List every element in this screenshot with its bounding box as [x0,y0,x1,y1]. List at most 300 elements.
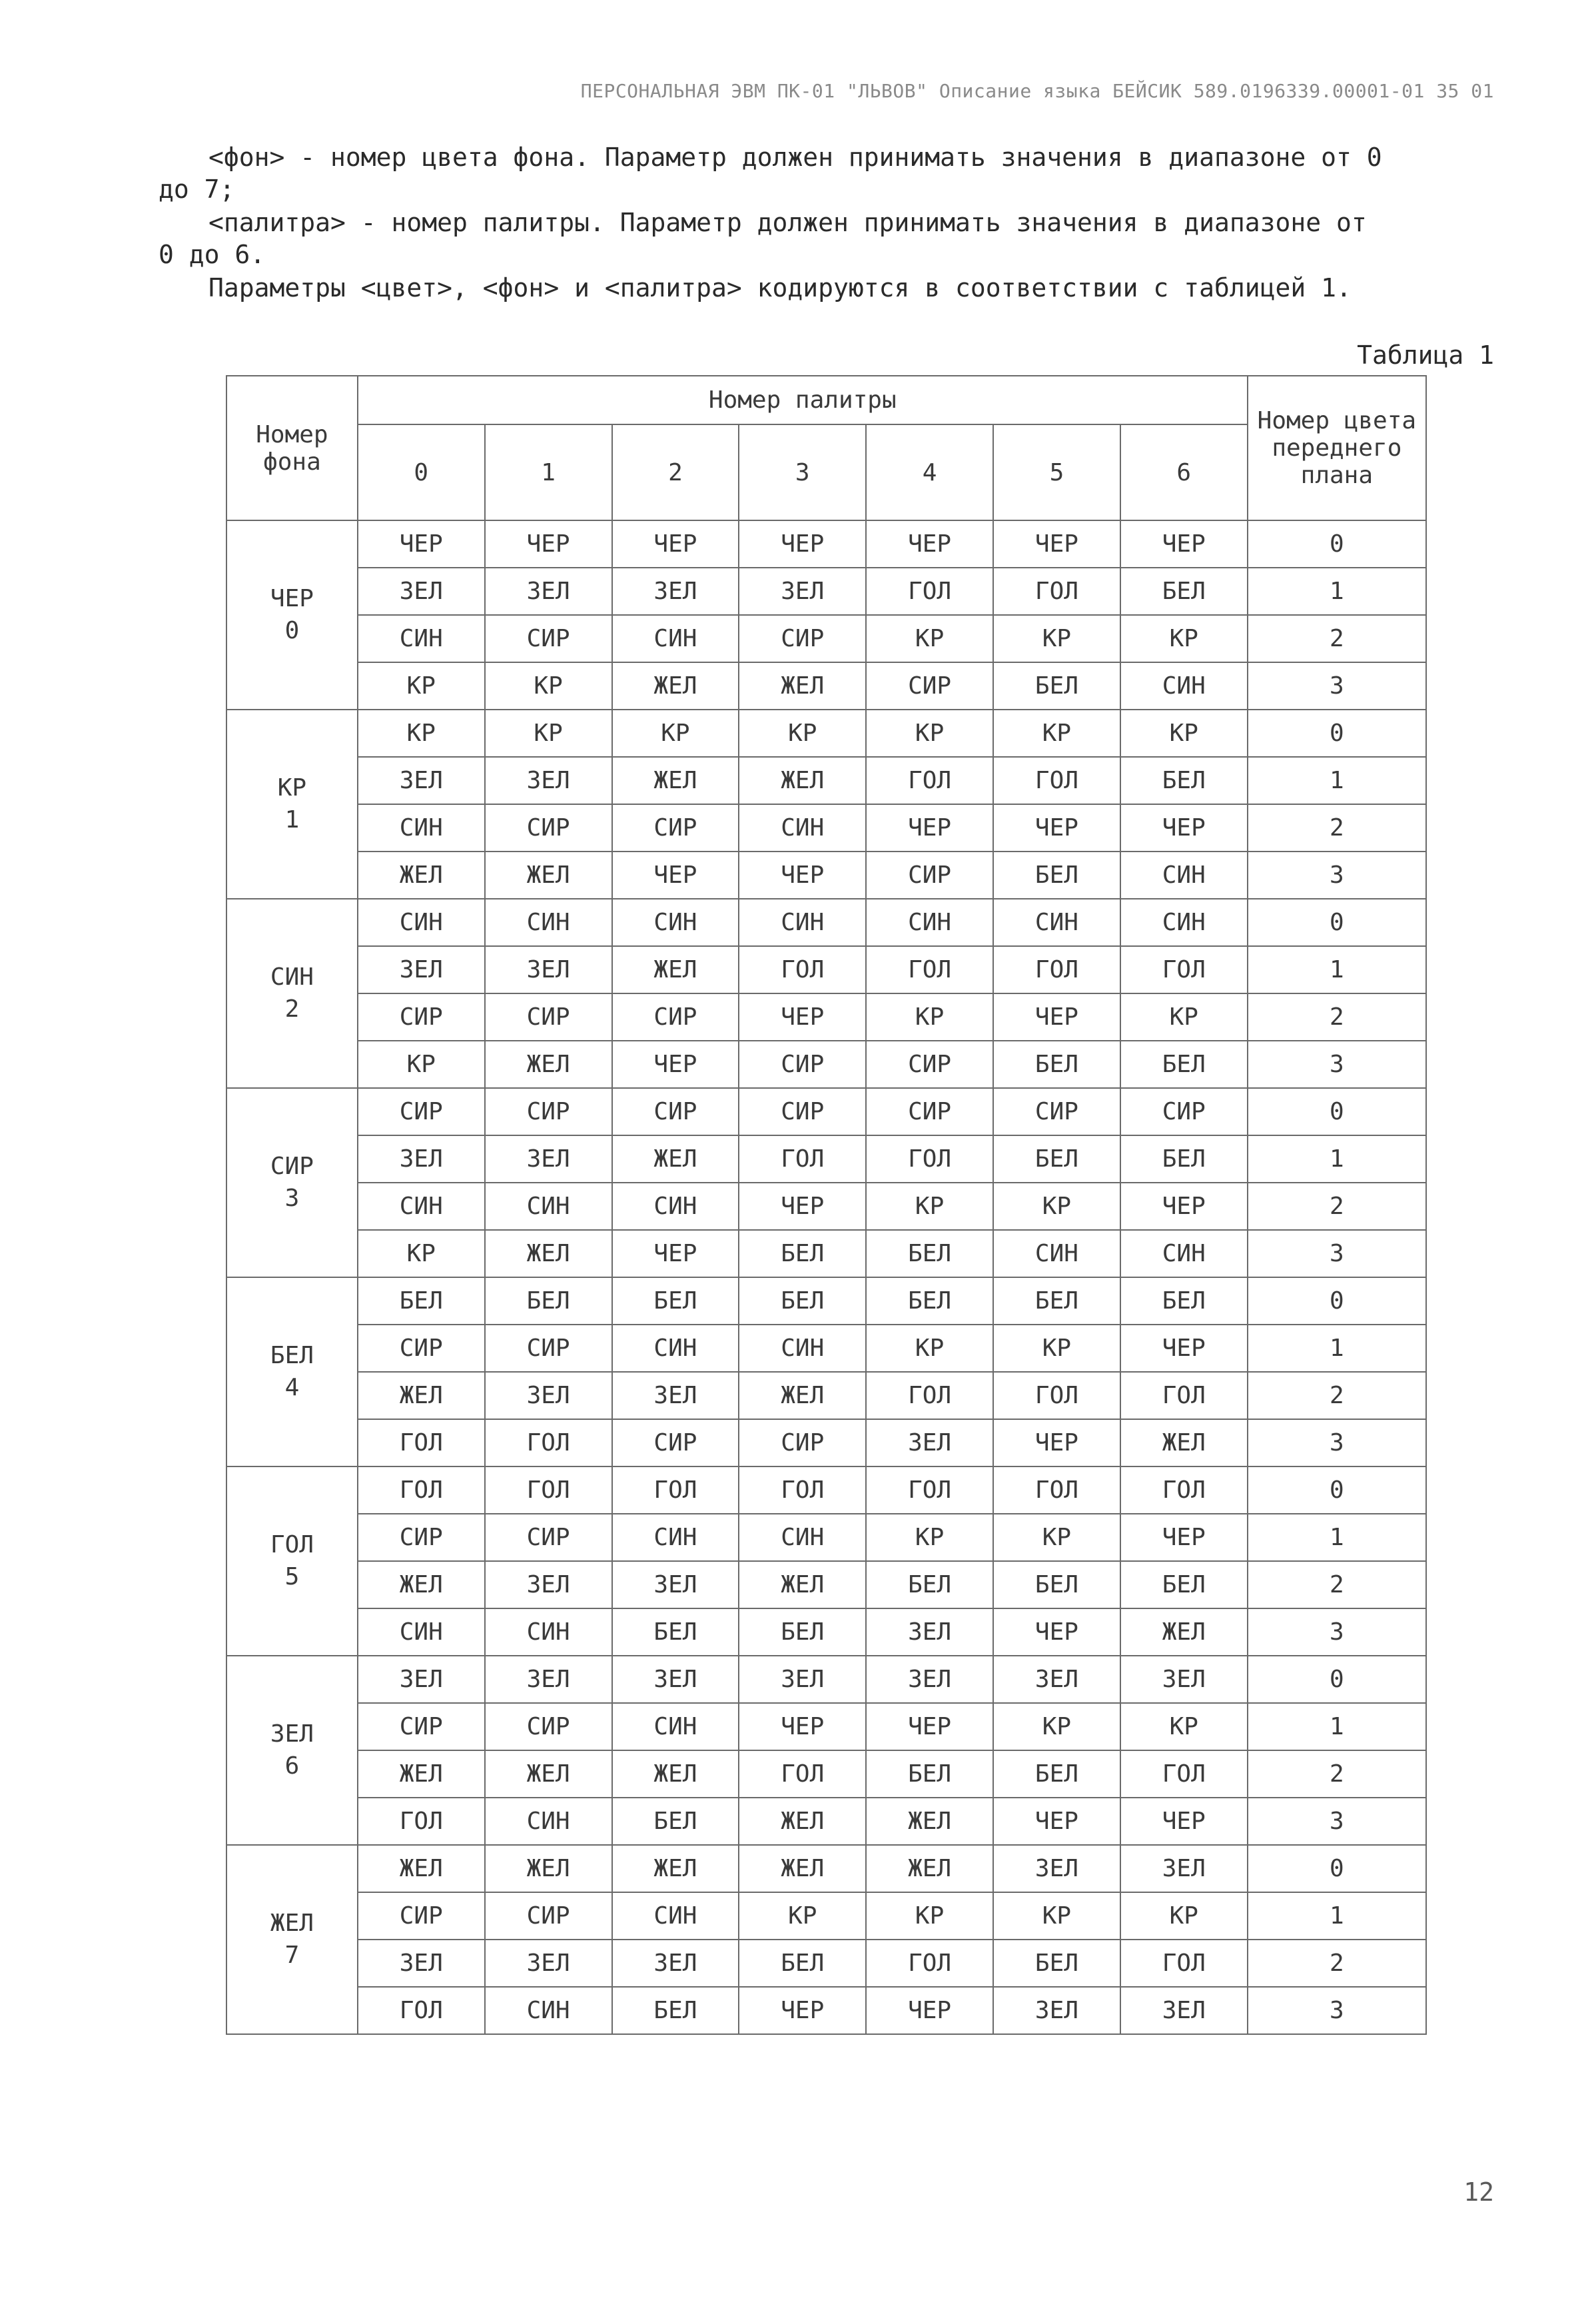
foreground-number-cell: 3 [1248,852,1426,899]
color-cell: СИН [612,615,739,662]
color-cell: ЧЕР [739,1987,866,2034]
header-foreground-number: Номер цвета переднего плана [1248,376,1426,520]
color-cell: ЗЕЛ [1120,1845,1248,1892]
color-cell: СИР [739,1419,866,1466]
color-cell: ГОЛ [866,1135,993,1183]
palette-header-6: 6 [1120,424,1248,520]
color-cell: ГОЛ [866,1466,993,1514]
color-cell: СИН [1120,662,1248,710]
color-cell: СИН [358,1183,485,1230]
color-cell: ЖЕЛ [485,1750,612,1798]
palette-header-2: 2 [612,424,739,520]
color-cell: ЧЕР [739,852,866,899]
foreground-number-cell: 3 [1248,1798,1426,1845]
color-cell: КР [866,1892,993,1940]
foreground-number-cell: 1 [1248,946,1426,993]
foreground-number-cell: 3 [1248,1419,1426,1466]
color-cell: ЗЕЛ [358,757,485,804]
color-cell: ЧЕР [993,1419,1120,1466]
foreground-number-cell: 0 [1248,1656,1426,1703]
color-cell: ГОЛ [866,1372,993,1419]
color-cell: БЕЛ [739,1277,866,1325]
color-cell: ЧЕР [739,520,866,568]
color-cell: БЕЛ [866,1230,993,1277]
color-cell: СИР [612,804,739,852]
color-cell: БЕЛ [993,852,1120,899]
color-cell: ГОЛ [1120,946,1248,993]
foreground-number-cell: 0 [1248,1088,1426,1135]
color-cell: ЧЕР [358,520,485,568]
table-caption: Таблица 1 [1357,340,1494,370]
table-row [226,946,1426,993]
color-cell: ЗЕЛ [612,1940,739,1987]
color-cell: ГОЛ [1120,1750,1248,1798]
color-cell: КР [993,1892,1120,1940]
color-cell: ЗЕЛ [993,1845,1120,1892]
background-name: КР [277,774,307,802]
foreground-number-cell: 3 [1248,1987,1426,2034]
color-cell: СИН [993,899,1120,946]
color-cell: СИН [485,1608,612,1656]
color-cell: КР [739,710,866,757]
color-cell: ЗЕЛ [866,1419,993,1466]
color-cell: ЗЕЛ [866,1608,993,1656]
background-cell [226,1656,358,1845]
color-cell: БЕЛ [993,1041,1120,1088]
color-cell: ГОЛ [358,1987,485,2034]
color-cell: СИН [358,899,485,946]
table-row [226,804,1426,852]
color-cell: ЧЕР [1120,1183,1248,1230]
color-cell: СИР [866,1088,993,1135]
color-cell: ЖЕЛ [739,1561,866,1608]
color-cell: СИН [739,804,866,852]
color-cell: СИР [358,993,485,1041]
color-cell: ЖЕЛ [485,1041,612,1088]
color-cell: ЗЕЛ [485,568,612,615]
color-cell: СИР [612,1419,739,1466]
color-cell: ЗЕЛ [358,1135,485,1183]
color-cell: СИН [739,1325,866,1372]
color-cell: КР [1120,993,1248,1041]
color-cell: СИН [1120,899,1248,946]
color-cell: ГОЛ [739,1135,866,1183]
color-cell: ЖЕЛ [739,757,866,804]
color-cell: ЧЕР [866,1987,993,2034]
color-cell: ЗЕЛ [739,1656,866,1703]
color-cell: СИН [358,615,485,662]
color-cell: КР [358,1230,485,1277]
foreground-number-cell: 1 [1248,1892,1426,1940]
color-cell: ГОЛ [485,1466,612,1514]
color-cell: КР [993,710,1120,757]
table-row [226,1466,1426,1514]
color-cell: СИН [612,1892,739,1940]
color-cell: БЕЛ [993,1750,1120,1798]
color-cell: КР [866,1183,993,1230]
color-cell: ЖЕЛ [358,1750,485,1798]
color-cell: ЗЕЛ [485,946,612,993]
color-cell: СИН [739,899,866,946]
color-cell: БЕЛ [1120,757,1248,804]
color-cell: КР [1120,710,1248,757]
color-cell: СИН [612,1325,739,1372]
color-cell: СИН [612,899,739,946]
color-cell: СИР [866,1041,993,1088]
color-cell: ЗЕЛ [993,1987,1120,2034]
background-cell [226,1466,358,1656]
color-cell: СИР [485,615,612,662]
table-row [226,1940,1426,1987]
color-cell: СИР [612,993,739,1041]
foreground-number-cell: 0 [1248,1277,1426,1325]
background-cell [226,1277,358,1466]
color-cell: ГОЛ [866,757,993,804]
background-cell [226,1088,358,1277]
header-background-number: Номер фона [226,376,358,520]
foreground-number-cell: 2 [1248,993,1426,1041]
background-name: ЗЕЛ [270,1720,314,1748]
color-cell: БЕЛ [993,1135,1120,1183]
color-cell: СИН [485,899,612,946]
color-cell: СИР [358,1892,485,1940]
color-cell: ЖЕЛ [1120,1419,1248,1466]
background-number: 5 [284,1563,300,1590]
foreground-number-cell: 3 [1248,662,1426,710]
table-row [226,1750,1426,1798]
table-row [226,520,1426,568]
color-cell: ЗЕЛ [358,1940,485,1987]
color-cell: ЖЕЛ [358,1561,485,1608]
table-row [226,1987,1426,2034]
color-cell: ЗЕЛ [485,757,612,804]
color-cell: ГОЛ [1120,1940,1248,1987]
foreground-number-cell: 0 [1248,520,1426,568]
foreground-number-cell: 3 [1248,1230,1426,1277]
color-cell: ЧЕР [993,804,1120,852]
color-cell: БЕЛ [993,1940,1120,1987]
color-cell: ЧЕР [739,993,866,1041]
color-cell: КР [993,1325,1120,1372]
table-row [226,1088,1426,1135]
color-cell: ЖЕЛ [739,662,866,710]
color-cell: СИР [358,1703,485,1750]
table-row [226,1845,1426,1892]
color-cell: БЕЛ [739,1608,866,1656]
background-number: 4 [284,1374,300,1401]
color-cell: СИР [739,1041,866,1088]
color-cell: ГОЛ [866,946,993,993]
color-cell: СИР [485,804,612,852]
color-cell: ЖЕЛ [739,1845,866,1892]
color-cell: КР [358,1041,485,1088]
color-cell: КР [1120,1703,1248,1750]
color-cell: ГОЛ [866,1940,993,1987]
foreground-number-cell: 1 [1248,757,1426,804]
color-cell: ЖЕЛ [612,1135,739,1183]
background-name: СИР [270,1153,314,1180]
color-cell: ЧЕР [1120,1325,1248,1372]
color-cell: ГОЛ [1120,1372,1248,1419]
color-cell: ГОЛ [358,1466,485,1514]
paragraph-palette-line2: 0 до 6. [159,240,266,269]
color-cell: СИР [739,1088,866,1135]
color-cell: ГОЛ [993,946,1120,993]
color-cell: ЧЕР [485,520,612,568]
table-row [226,1514,1426,1561]
color-cell: СИР [358,1514,485,1561]
background-number: 6 [284,1752,300,1780]
color-cell: СИН [358,1608,485,1656]
color-cell: ЖЕЛ [358,852,485,899]
palette-header-4: 4 [866,424,993,520]
background-cell [226,899,358,1088]
color-cell: БЕЛ [993,662,1120,710]
color-cell: БЕЛ [1120,1135,1248,1183]
table-row [226,1419,1426,1466]
color-cell: СИН [612,1514,739,1561]
foreground-number-cell: 2 [1248,1372,1426,1419]
foreground-number-cell: 0 [1248,1466,1426,1514]
page-header: ПЕРСОНАЛЬНАЯ ЭВМ ПК-01 "ЛЬВОВ" Описание языка БЕЙСИК 589.0196339.00001-01 35 01 [580,80,1494,102]
color-cell: БЕЛ [993,1277,1120,1325]
palette-header-5: 5 [993,424,1120,520]
color-cell: ЧЕР [1120,1798,1248,1845]
color-cell: СИР [485,1892,612,1940]
paragraph-palette-line1: <палитра> - номер палитры. Параметр должен принимать значения в диапазоне от [208,208,1367,237]
foreground-number-cell: 1 [1248,1135,1426,1183]
background-cell [226,520,358,710]
palette-header-0: 0 [358,424,485,520]
color-cell: СИН [739,1514,866,1561]
color-cell: КР [739,1892,866,1940]
table-row [226,899,1426,946]
color-cell: КР [866,1325,993,1372]
color-cell: БЕЛ [358,1277,485,1325]
color-cell: ЗЕЛ [612,1372,739,1419]
color-cell: БЕЛ [612,1277,739,1325]
color-cell: СИР [1120,1088,1248,1135]
color-cell: ЖЕЛ [485,852,612,899]
color-cell: СИН [612,1183,739,1230]
color-cell: ГОЛ [739,946,866,993]
color-cell: КР [993,1514,1120,1561]
color-cell: ЗЕЛ [993,1656,1120,1703]
foreground-number-cell: 0 [1248,899,1426,946]
color-cell: ЗЕЛ [1120,1987,1248,2034]
color-cell: ГОЛ [993,568,1120,615]
color-cell: СИН [358,804,485,852]
color-cell: ЧЕР [993,1798,1120,1845]
color-cell: БЕЛ [1120,1041,1248,1088]
table-row [226,1561,1426,1608]
color-cell: ЗЕЛ [866,1656,993,1703]
table-row [226,710,1426,757]
color-cell: ЧЕР [612,1230,739,1277]
color-cell: КР [1120,615,1248,662]
color-cell: ЖЕЛ [1120,1608,1248,1656]
color-cell: ЧЕР [1120,804,1248,852]
color-cell: СИР [485,1703,612,1750]
table-row [226,1798,1426,1845]
table-row [226,1325,1426,1372]
color-cell: ЗЕЛ [358,946,485,993]
color-cell: ЧЕР [1120,1514,1248,1561]
color-cell: ГОЛ [993,1466,1120,1514]
table-row [226,852,1426,899]
table-row [226,1183,1426,1230]
color-cell: ЖЕЛ [612,1845,739,1892]
background-name: БЕЛ [270,1342,314,1369]
color-cell: БЕЛ [612,1987,739,2034]
foreground-number-cell: 2 [1248,1750,1426,1798]
foreground-number-cell: 3 [1248,1041,1426,1088]
color-cell: ЗЕЛ [612,1561,739,1608]
color-cell: ЗЕЛ [485,1561,612,1608]
foreground-number-cell: 1 [1248,1514,1426,1561]
background-number: 7 [284,1942,300,1969]
table-row [226,1656,1426,1703]
color-cell: КР [866,710,993,757]
color-cell: БЕЛ [1120,1277,1248,1325]
color-cell: КР [358,662,485,710]
color-cell: СИР [485,993,612,1041]
color-cell: ЧЕР [612,852,739,899]
paragraph-bg-line1: <фон> - номер цвета фона. Параметр должен принимать значения в диапазоне от 0 [208,143,1382,172]
color-cell: СИР [739,615,866,662]
color-cell: ЧЕР [866,1703,993,1750]
color-cell: ГОЛ [1120,1466,1248,1514]
color-cell: ЗЕЛ [485,1372,612,1419]
color-cell: ЗЕЛ [485,1940,612,1987]
color-cell: КР [485,662,612,710]
color-cell: КР [866,1514,993,1561]
foreground-number-cell: 2 [1248,1940,1426,1987]
foreground-number-cell: 1 [1248,1325,1426,1372]
foreground-number-cell: 0 [1248,1845,1426,1892]
background-number: 3 [284,1185,300,1212]
color-cell: ЗЕЛ [1120,1656,1248,1703]
background-cell [226,710,358,899]
foreground-number-cell: 2 [1248,804,1426,852]
color-cell: КР [993,615,1120,662]
paragraph-params: Параметры <цвет>, <фон> и <палитра> кодируются в соответствии с таблицей 1. [208,273,1352,302]
background-number: 2 [284,995,300,1023]
color-cell: СИН [1120,852,1248,899]
color-cell: СИР [866,852,993,899]
color-cell: ЧЕР [866,804,993,852]
color-cell: ГОЛ [358,1798,485,1845]
background-cell [226,1845,358,2034]
color-cell: СИН [485,1798,612,1845]
color-cell: ЖЕЛ [739,1372,866,1419]
color-cell: БЕЛ [739,1230,866,1277]
color-cell: ЖЕЛ [358,1845,485,1892]
color-cell: СИР [993,1088,1120,1135]
color-cell: БЕЛ [866,1277,993,1325]
foreground-number-cell: 0 [1248,710,1426,757]
table-row [226,1041,1426,1088]
foreground-number-cell: 2 [1248,1183,1426,1230]
table-row [226,1608,1426,1656]
color-cell: БЕЛ [866,1750,993,1798]
color-cell: КР [612,710,739,757]
color-cell: ГОЛ [993,1372,1120,1419]
color-cell: ЧЕР [993,520,1120,568]
color-cell: БЕЛ [1120,568,1248,615]
color-cell: СИР [485,1514,612,1561]
color-cell: ЧЕР [739,1183,866,1230]
color-cell: КР [993,1183,1120,1230]
color-cell: ЖЕЛ [612,662,739,710]
color-cell: ЖЕЛ [866,1845,993,1892]
color-cell: ЧЕР [612,1041,739,1088]
background-name: ЖЕЛ [270,1910,314,1937]
background-name: ГОЛ [270,1531,314,1558]
color-cell: ЖЕЛ [866,1798,993,1845]
color-cell: ЧЕР [993,1608,1120,1656]
color-cell: ЧЕР [612,520,739,568]
header-palette-number: Номер палитры [358,376,1248,424]
background-name: СИН [270,963,314,991]
color-cell: БЕЛ [739,1940,866,1987]
color-cell: ЖЕЛ [485,1845,612,1892]
color-cell: СИР [358,1325,485,1372]
table-row [226,757,1426,804]
color-cell: ГОЛ [866,568,993,615]
color-cell: БЕЛ [612,1608,739,1656]
background-number: 0 [284,617,300,644]
color-cell: СИН [485,1987,612,2034]
table-row [226,615,1426,662]
color-cell: КР [866,615,993,662]
foreground-number-cell: 2 [1248,615,1426,662]
color-cell: СИН [612,1703,739,1750]
table-row [226,1230,1426,1277]
color-cell: ЗЕЛ [612,1656,739,1703]
color-cell: ГОЛ [485,1419,612,1466]
color-cell: ГОЛ [739,1466,866,1514]
color-cell: СИР [358,1088,485,1135]
table-row [226,1372,1426,1419]
color-cell: КР [1120,1892,1248,1940]
color-cell: ЗЕЛ [485,1656,612,1703]
background-number: 1 [284,806,300,834]
table-row [226,993,1426,1041]
color-cell: ЧЕР [739,1703,866,1750]
color-cell: БЕЛ [1120,1561,1248,1608]
color-cell: ГОЛ [612,1466,739,1514]
color-cell: ЖЕЛ [358,1372,485,1419]
color-cell: СИР [485,1088,612,1135]
color-cell: СИН [1120,1230,1248,1277]
color-cell: БЕЛ [866,1561,993,1608]
color-cell: БЕЛ [612,1798,739,1845]
color-cell: СИН [866,899,993,946]
table-row [226,1703,1426,1750]
color-table [226,375,1427,2035]
foreground-number-cell: 1 [1248,568,1426,615]
color-cell: ЗЕЛ [358,1656,485,1703]
table-row [226,1892,1426,1940]
color-cell: СИР [866,662,993,710]
color-cell: ЖЕЛ [612,946,739,993]
color-cell: ЗЕЛ [739,568,866,615]
table-row [226,568,1426,615]
color-cell: ЗЕЛ [485,1135,612,1183]
color-cell: ЗЕЛ [612,568,739,615]
color-cell: ЖЕЛ [485,1230,612,1277]
